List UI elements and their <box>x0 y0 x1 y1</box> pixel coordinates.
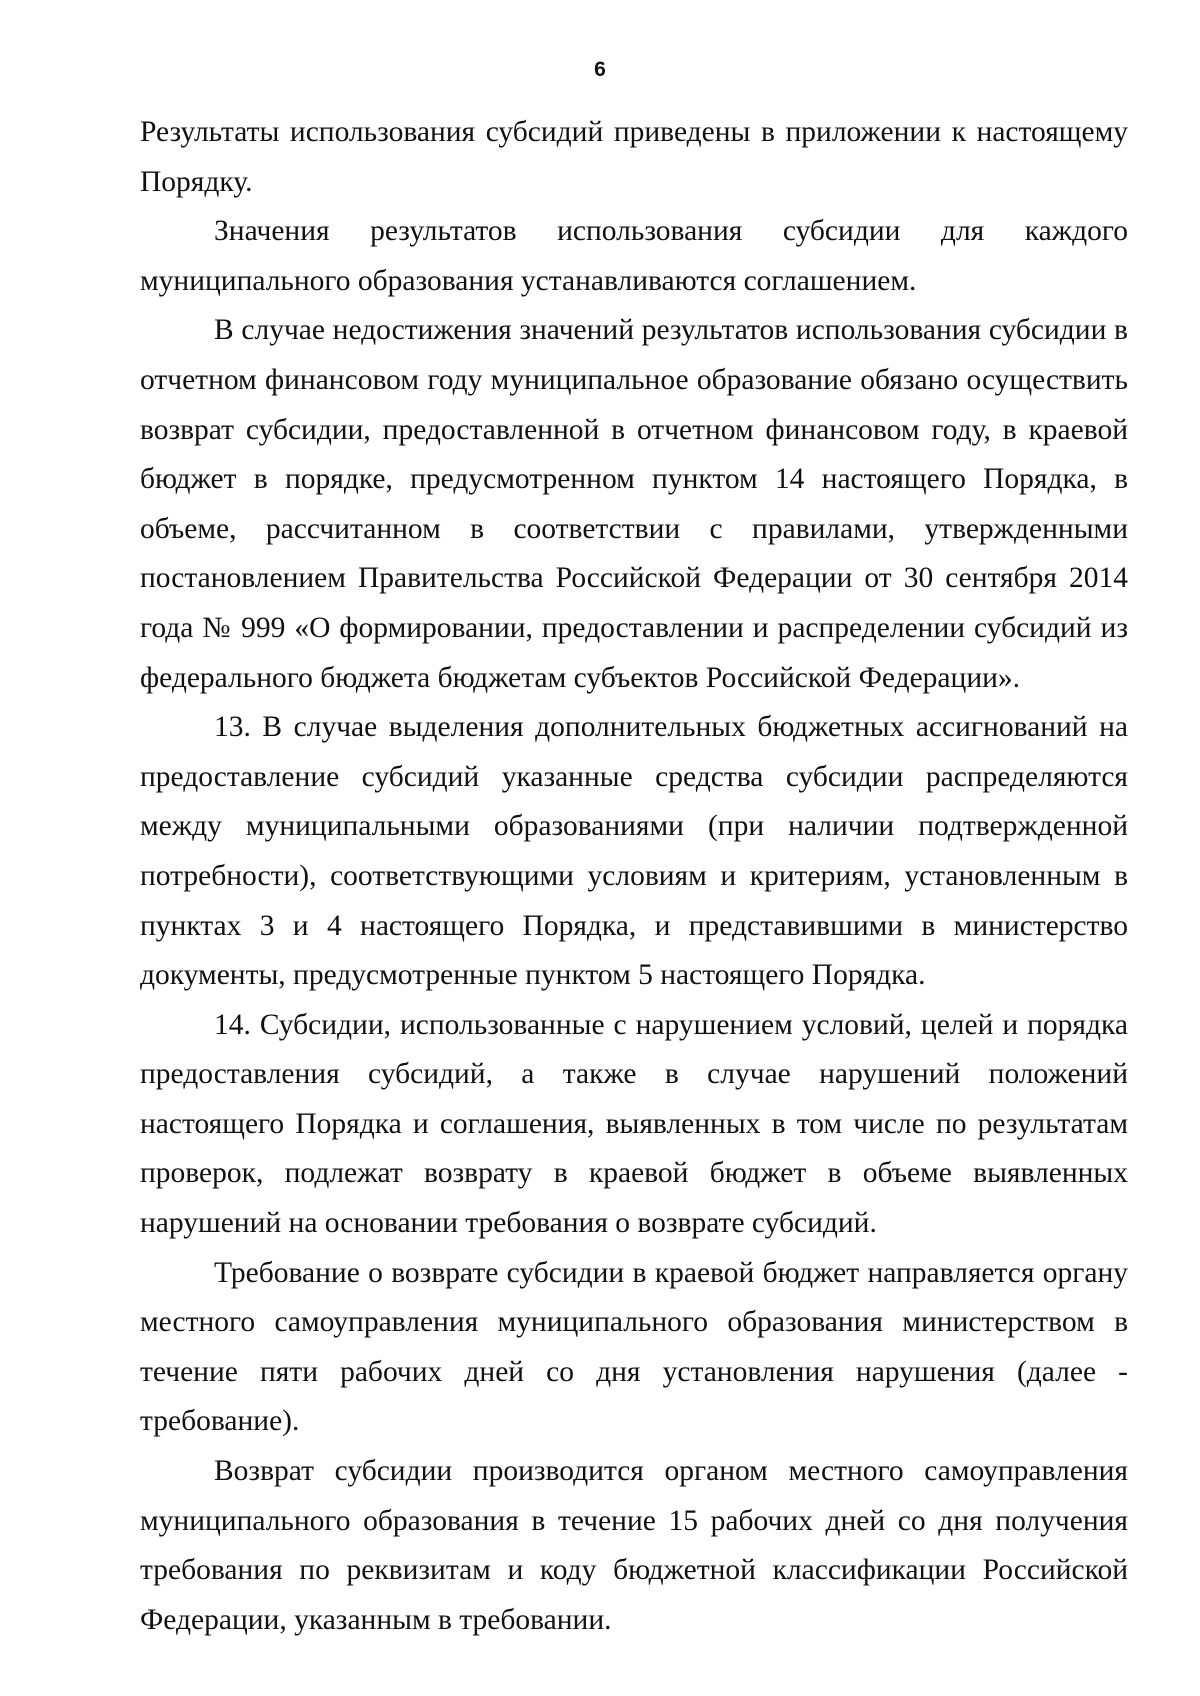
paragraph-results-values: Значения результатов использования субсидии для каждого муниципального образования устанавливаются соглашением. <box>140 215 1128 297</box>
document-body <box>140 108 1128 1645</box>
page-number: 6 <box>594 58 606 81</box>
paragraph-non-achievement: В случае недостижения значений результатов использования субсидии в отчетном финансовом году муниципальное образование обязано осуществить возврат субсидии, предоставленной в отчетном финансовом году, в краевой бюджет в порядке, предусмотренном пунктом 14 настоящего Порядка, в объеме, рассчитанном в соответствии с правилами, утвержденными постановлением Правительства Российской Федерации от 30 сентября 2014 года № 999 «О формировании, предоставлении и распределении субсидий из федерального бюджета бюджетам субъектов Российской Федерации». <box>140 314 1128 694</box>
paragraph-return-requirement: Требование о возврате субсидии в краевой бюджет направляется органу местного самоуправления муниципального образования министерством в течение пяти рабочих дней со дня установления нарушения (далее - требование). <box>140 1256 1128 1438</box>
paragraph-item-14: 14. Субсидии, использованные с нарушением условий, целей и порядка предоставления субсидий, а также в случае нарушений положений настоящего Порядка и соглашения, выявленных в том числе по результатам проверок, подлежат возврату в краевой бюджет в объеме выявленных нарушений на основании требования о возврате субсидий. <box>140 1008 1128 1240</box>
paragraph-return-procedure: Возврат субсидии производится органом местного самоуправления муниципального образования в течение 15 рабочих дней со дня получения требования по реквизитам и коду бюджетной классификации Российской Федерации, указанным в требовании. <box>140 1455 1128 1636</box>
paragraph-item-13: 13. В случае выделения дополнительных бюджетных ассигнований на предоставление субсидий указанные средства субсидии распределяются между муниципальными образованиями (при наличии подтвержденной потребности), соответствующими условиям и критериям, установленным в пунктах 3 и 4 настоящего Порядка, и представившими в министерство документы, предусмотренные пунктом 5 настоящего Порядка. <box>140 711 1128 992</box>
paragraph-results-appendix: Результаты использования субсидий приведены в приложении к настоящему Порядку. <box>140 116 1128 198</box>
